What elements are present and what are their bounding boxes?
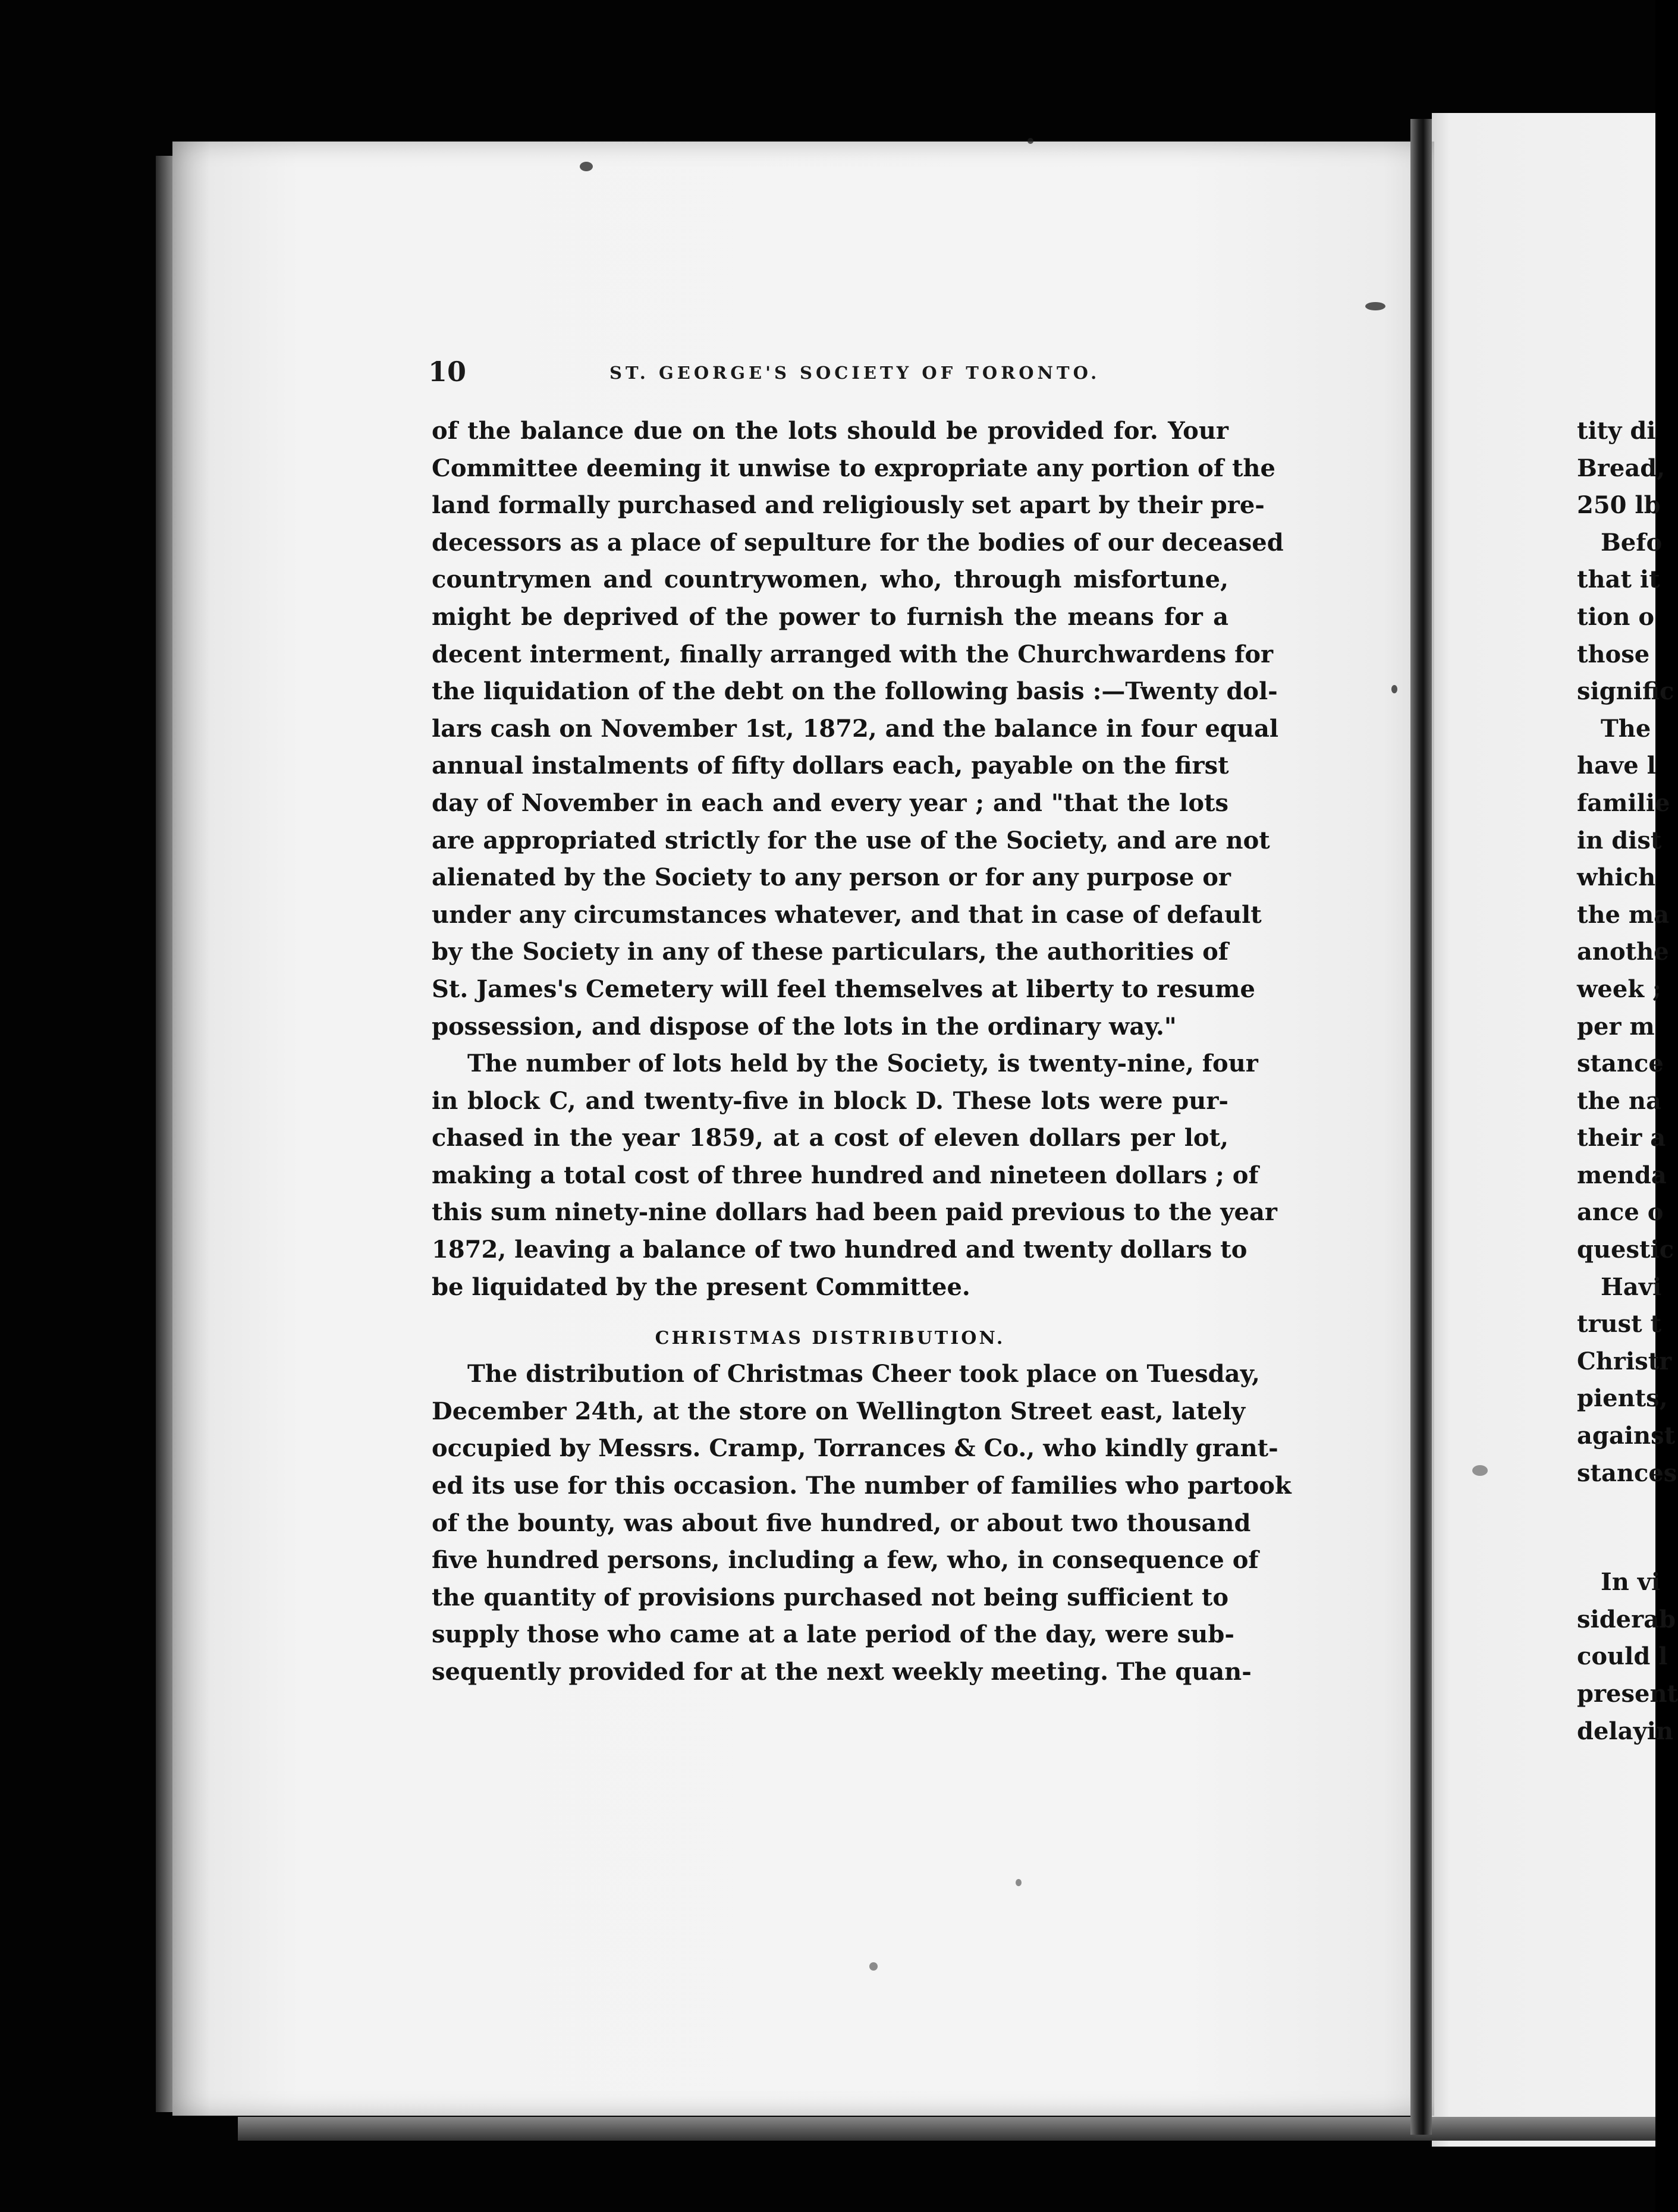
text-line: December 24th, at the store on Wellington Street east, lately: [432, 1397, 1246, 1425]
text-line: the liquidation of the debt on the following basis :—Twenty dol-: [432, 677, 1278, 706]
text-line: occupied by Messrs. Cramp, Torrances & Co., who kindly grant-: [432, 1434, 1278, 1463]
right-text-line: pients,: [1577, 1384, 1668, 1413]
text-line: lars cash on November 1st, 1872, and the balance in four equal: [432, 714, 1279, 743]
text-line: Committee deeming it unwise to expropriate any portion of the: [432, 454, 1275, 482]
right-text-line: could l: [1577, 1642, 1668, 1671]
book-bottom-edge: [238, 2117, 1655, 2141]
ink-speck: [1016, 1879, 1022, 1886]
right-text-line: present: [1577, 1680, 1678, 1708]
text-line: alienated by the Society to any person or for any purpose or: [432, 863, 1231, 892]
ink-speck: [580, 162, 593, 171]
right-text-line: the ma: [1577, 900, 1670, 929]
text-line: five hundred persons, including a few, who, in consequence of: [432, 1546, 1259, 1575]
text-line: chased in the year 1859, at a cost of eleven dollars per lot,: [432, 1124, 1228, 1152]
text-line: decent interment, finally arranged with the Churchwardens for: [432, 640, 1274, 668]
right-text-line: stance: [1577, 1050, 1664, 1078]
right-gap: [1577, 1492, 1660, 1564]
text-line: The distribution of Christmas Cheer took place on Tuesday,: [467, 1360, 1260, 1388]
right-text-line: siderab: [1577, 1605, 1676, 1633]
text-line: in block C, and twenty-five in block D. These lots were pur-: [432, 1086, 1228, 1115]
right-text-line: tity di: [1577, 417, 1656, 445]
text-line: of the bounty, was about five hundred, or about two thousand: [432, 1509, 1251, 1537]
text-line: be liquidated by the present Committee.: [432, 1272, 970, 1301]
text-line: this sum ninety-nine dollars had been paid previous to the year: [432, 1198, 1277, 1227]
right-text-line: ance o: [1577, 1198, 1664, 1227]
text-line: possession, and dispose of the lots in the ordinary way.": [432, 1012, 1177, 1041]
right-text-line: Befo: [1601, 528, 1663, 557]
right-text-line: which: [1577, 863, 1656, 892]
text-line: under any circumstances whatever, and that in case of default: [432, 900, 1262, 929]
text-line: ed its use for this occasion. The number of families who partook: [432, 1472, 1292, 1500]
right-text-line: have l: [1577, 752, 1656, 780]
text-line: 1872, leaving a balance of two hundred and twenty dollars to: [432, 1236, 1247, 1264]
text-line: supply those who came at a late period of the day, were sub-: [432, 1620, 1234, 1649]
text-line: the quantity of provisions purchased not being sufficient to: [432, 1583, 1228, 1611]
text-line: countrymen and countrywomen, who, through misfortune,: [432, 565, 1228, 594]
right-text-line: Christr: [1577, 1347, 1672, 1375]
right-text-line: 250 lb: [1577, 491, 1661, 520]
text-line: land formally purchased and religiously set apart by their pre-: [432, 491, 1265, 520]
page-number: 10: [428, 356, 467, 388]
right-text-line: that it: [1577, 565, 1660, 594]
text-column: [432, 413, 1292, 1691]
right-text-line: their a: [1577, 1124, 1666, 1152]
book-spine: [1410, 119, 1432, 2135]
text-line: St. James's Cemetery will feel themselves at liberty to resume: [432, 975, 1255, 1003]
right-text-line: questic: [1577, 1236, 1674, 1264]
text-line: might be deprived of the power to furnish the means for a: [432, 602, 1228, 631]
right-text-line: Bread,: [1577, 454, 1666, 482]
text-line: The number of lots held by the Society, is twenty-nine, four: [467, 1050, 1258, 1078]
right-text-line: signific: [1577, 677, 1674, 706]
right-text-line: trust t: [1577, 1310, 1662, 1338]
right-text-line: Havi: [1601, 1272, 1662, 1301]
right-text-line: those: [1577, 640, 1650, 668]
text-line: by the Society in any of these particulars, the authorities of: [432, 938, 1228, 966]
right-text-line: The: [1601, 714, 1651, 743]
right-text-line: against: [1577, 1422, 1676, 1450]
ink-speck: [1365, 302, 1385, 310]
ink-speck: [1472, 1465, 1488, 1476]
right-text-line: familie: [1577, 788, 1670, 817]
right-text-line: anothe: [1577, 938, 1669, 966]
text-line: sequently provided for at the next weekly meeting. The quan-: [432, 1658, 1252, 1686]
right-text-line: stances: [1577, 1459, 1677, 1487]
text-line: annual instalments of fifty dollars each, payable on the first: [432, 752, 1229, 780]
ink-speck: [1391, 685, 1397, 693]
ink-speck: [1027, 138, 1033, 144]
right-text-line: per m: [1577, 1012, 1655, 1041]
right-text-line: in dist: [1577, 826, 1662, 854]
text-line: day of November in each and every year ; and "that the lots: [432, 788, 1228, 817]
right-text-line: delayin: [1577, 1717, 1674, 1745]
text-line: making a total cost of three hundred and nineteen dollars ; of: [432, 1161, 1259, 1189]
right-page-text: [1577, 413, 1678, 1750]
right-text-line: menda: [1577, 1161, 1667, 1189]
text-line: of the balance due on the lots should be provided for. Your: [432, 417, 1228, 445]
section-heading: CHRISTMAS DISTRIBUTION.: [655, 1328, 1005, 1349]
running-title: ST. GEORGE'S SOCIETY OF TORONTO.: [609, 363, 1101, 383]
right-text-line: In vi: [1601, 1568, 1661, 1597]
right-text-line: week ;: [1577, 975, 1661, 1003]
right-text-line: tion o: [1577, 602, 1655, 631]
right-text-line: the na: [1577, 1086, 1661, 1115]
ink-speck: [869, 1962, 878, 1971]
text-line: are appropriated strictly for the use of the Society, and are not: [432, 826, 1270, 854]
text-line: decessors as a place of sepulture for the bodies of our deceased: [432, 528, 1284, 557]
